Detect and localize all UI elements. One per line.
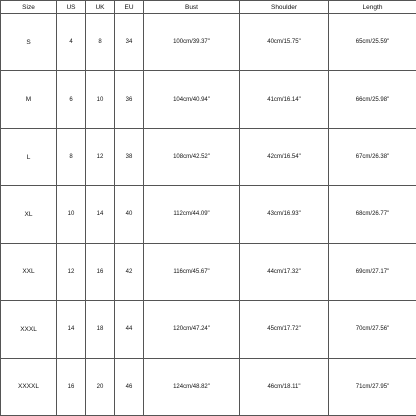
size-cell: L [1,128,57,185]
length-cell: 66cm/25.98" [329,71,416,128]
table-row [1,14,416,71]
header-shoulder: Shoulder [240,1,329,14]
us-cell: 8 [57,128,86,185]
header-length: Length [329,1,416,14]
table-row [1,186,416,243]
size-cell: S [1,14,57,71]
eu-cell: 44 [115,301,144,358]
header-size: Size [1,1,57,14]
size-cell: XXL [1,243,57,300]
length-cell: 71cm/27.95" [329,358,416,415]
uk-cell: 20 [86,358,115,415]
header-eu: EU [115,1,144,14]
shoulder-cell: 41cm/16.14" [240,71,329,128]
table-row [1,243,416,300]
uk-cell: 8 [86,14,115,71]
table-row [1,128,416,185]
uk-cell: 12 [86,128,115,185]
bust-cell: 124cm/48.82" [144,358,240,415]
shoulder-cell: 44cm/17.32" [240,243,329,300]
us-cell: 14 [57,301,86,358]
size-cell: XXXL [1,301,57,358]
table-header-row [1,1,416,14]
eu-cell: 34 [115,14,144,71]
eu-cell: 36 [115,71,144,128]
size-cell: XL [1,186,57,243]
eu-cell: 42 [115,243,144,300]
eu-cell: 46 [115,358,144,415]
us-cell: 6 [57,71,86,128]
table-row [1,358,416,415]
us-cell: 16 [57,358,86,415]
uk-cell: 16 [86,243,115,300]
bust-cell: 116cm/45.67" [144,243,240,300]
bust-cell: 104cm/40.94" [144,71,240,128]
uk-cell: 14 [86,186,115,243]
table-row [1,71,416,128]
length-cell: 70cm/27.56" [329,301,416,358]
header-us: US [57,1,86,14]
bust-cell: 100cm/39.37" [144,14,240,71]
bust-cell: 120cm/47.24" [144,301,240,358]
length-cell: 69cm/27.17" [329,243,416,300]
uk-cell: 18 [86,301,115,358]
us-cell: 4 [57,14,86,71]
shoulder-cell: 43cm/16.93" [240,186,329,243]
shoulder-cell: 46cm/18.11" [240,358,329,415]
table-row [1,301,416,358]
bust-cell: 108cm/42.52" [144,128,240,185]
shoulder-cell: 45cm/17.72" [240,301,329,358]
header-uk: UK [86,1,115,14]
length-cell: 65cm/25.59" [329,14,416,71]
eu-cell: 40 [115,186,144,243]
shoulder-cell: 42cm/16.54" [240,128,329,185]
size-cell: M [1,71,57,128]
header-bust: Bust [144,1,240,14]
size-cell: XXXXL [1,358,57,415]
length-cell: 67cm/26.38" [329,128,416,185]
us-cell: 12 [57,243,86,300]
eu-cell: 38 [115,128,144,185]
shoulder-cell: 40cm/15.75" [240,14,329,71]
bust-cell: 112cm/44.09" [144,186,240,243]
uk-cell: 10 [86,71,115,128]
us-cell: 10 [57,186,86,243]
length-cell: 68cm/26.77" [329,186,416,243]
